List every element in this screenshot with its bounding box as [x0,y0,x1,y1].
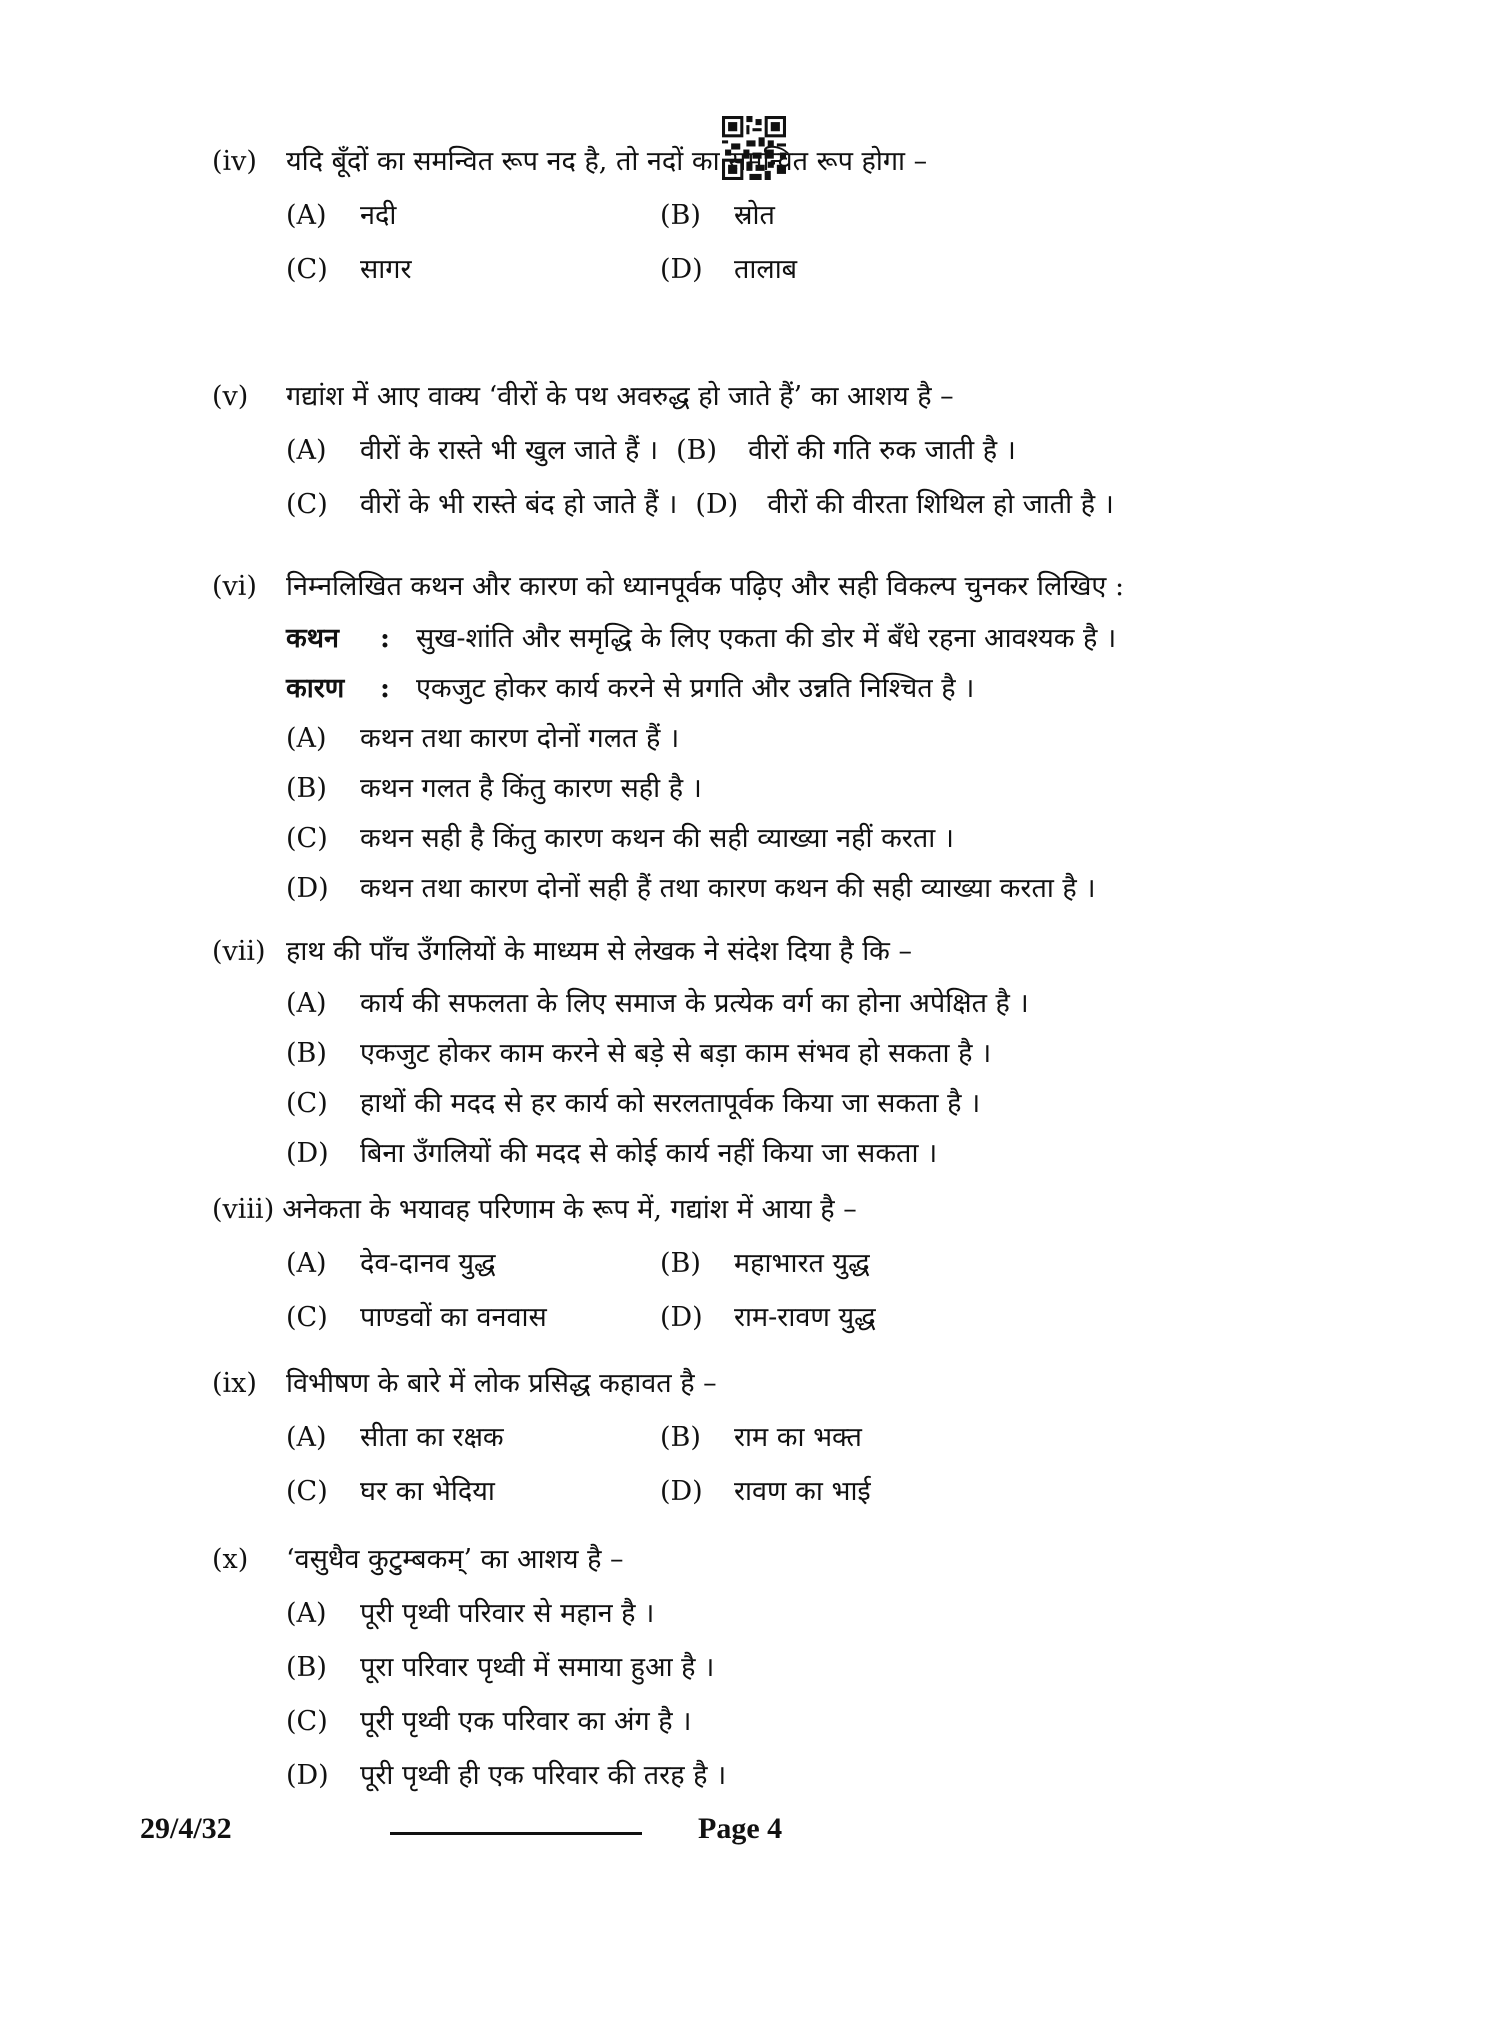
option-text: वीरों के रास्ते भी खुल जाते हैं । [360,435,659,466]
question-stem: विभीषण के बारे में लोक प्रसिद्ध कहावत है – [286,1368,717,1399]
option-label: (C) [286,1302,328,1333]
assertion-text: सुख-शांति और समृद्धि के लिए एकता की डोर में बँधे रहना आवश्यक है । [416,623,1117,654]
option-text: वीरों की वीरता शिथिल हो जाती है । [767,489,1114,520]
option-text: एकजुट होकर काम करने से बड़े से बड़ा काम संभव हो सकता है । [360,1038,992,1069]
option-text: नदी [360,200,397,231]
option-c[interactable] [212,1291,660,1345]
option-d[interactable] [660,243,797,297]
option-b[interactable] [212,764,1302,814]
footer-divider [390,1832,642,1835]
option-text: राम का भक्त [734,1422,862,1453]
page-footer [140,1812,1380,1852]
question-number: (ix) [212,1368,257,1399]
option-a[interactable] [212,979,1302,1029]
option-a[interactable] [212,1411,660,1465]
option-c[interactable] [212,1465,660,1519]
question-number: (vii) [212,936,266,967]
option-a[interactable] [212,1237,660,1291]
option-text: कथन तथा कारण दोनों गलत हैं । [360,723,680,754]
option-text: बिना उँगलियों की मदद से कोई कार्य नहीं किया जा सकता । [360,1138,938,1169]
option-label: (B) [660,200,701,231]
option-text: कार्य की सफलता के लिए समाज के प्रत्येक वर्ग का होना अपेक्षित है । [360,988,1029,1019]
option-text: पूरी पृथ्वी एक परिवार का अंग है । [360,1706,692,1737]
option-label: (A) [286,988,327,1019]
option-label: (B) [660,1422,701,1453]
option-label: (D) [660,1476,703,1507]
question-number: (iv) [212,146,257,177]
question-stem: हाथ की पाँच उँगलियों के माध्यम से लेखक ने संदेश दिया है कि – [286,936,913,967]
question-ix [212,1357,1302,1519]
option-d[interactable] [695,478,1114,532]
option-label: (D) [286,1760,329,1791]
option-label: (C) [286,1088,328,1119]
option-text: हाथों की मदद से हर कार्य को सरलतापूर्वक किया जा सकता है । [360,1088,981,1119]
option-b[interactable] [212,1029,1302,1079]
colon: : [380,623,390,654]
option-a[interactable] [212,189,660,243]
option-text: स्रोत [734,200,775,231]
option-b[interactable] [676,424,1016,478]
option-text: सागर [360,254,412,285]
option-label: (A) [286,1598,327,1629]
option-text: पाण्डवों का वनवास [360,1302,547,1333]
option-d[interactable] [212,864,1302,914]
option-text: महाभारत युद्ध [734,1248,870,1279]
question-vi [212,560,1302,914]
option-d[interactable] [212,1749,1302,1803]
question-stem: गद्यांश में आए वाक्य ‘वीरों के पथ अवरुद्ध हो जाते हैं’ का आशय है – [286,381,954,412]
option-label: (B) [286,1652,327,1683]
option-text: घर का भेदिया [360,1476,495,1507]
option-label: (A) [286,1422,327,1453]
option-text: देव-दानव युद्ध [360,1248,496,1279]
option-c[interactable] [212,814,1302,864]
option-text: रावण का भाई [734,1476,871,1507]
page-number: Page 4 [698,1812,783,1845]
option-text: पूरा परिवार पृथ्वी में समाया हुआ है । [360,1652,715,1683]
question-stem: अनेकता के भयावह परिणाम के रूप में, गद्यांश में आया है – [282,1194,857,1225]
option-c[interactable] [212,243,660,297]
question-number: (viii) [212,1194,275,1225]
option-d[interactable] [660,1465,871,1519]
option-text: वीरों की गति रुक जाती है । [748,435,1016,466]
option-label: (D) [286,873,329,904]
option-text: पूरी पृथ्वी ही एक परिवार की तरह है । [360,1760,727,1791]
option-label: (A) [286,435,327,466]
question-viii [212,1183,1302,1345]
option-text: राम-रावण युद्ध [734,1302,876,1333]
option-label: (C) [286,1706,328,1737]
option-label: (C) [286,1476,328,1507]
question-stem: यदि बूँदों का समन्वित रूप नद है, तो नदों का समन्वित रूप होगा – [286,146,928,177]
reason-text: एकजुट होकर कार्य करने से प्रगति और उन्नति निश्चित है । [416,673,975,704]
question-v [212,370,1302,532]
option-a[interactable] [212,424,658,478]
option-label: (C) [286,489,328,520]
option-b[interactable] [660,189,775,243]
option-label: (C) [286,823,328,854]
option-d[interactable] [212,1129,1302,1179]
option-text: पूरी पृथ्वी परिवार से महान है । [360,1598,655,1629]
question-stem: ‘वसुधैव कुटुम्बकम्’ का आशय है – [286,1544,624,1575]
question-number: (vi) [212,571,257,602]
option-text: कथन गलत है किंतु कारण सही है । [360,773,702,804]
question-number: (v) [212,381,249,412]
question-number: (x) [212,1544,249,1575]
option-text: वीरों के भी रास्ते बंद हो जाते हैं । [360,489,678,520]
option-label: (D) [660,254,703,285]
question-x [212,1533,1302,1803]
option-label: (B) [676,435,718,466]
option-label: (C) [286,254,328,285]
option-text: कथन तथा कारण दोनों सही हैं तथा कारण कथन की सही व्याख्या करता है । [360,873,1096,904]
assertion-label: कथन [286,623,339,654]
colon: : [380,673,390,704]
option-label: (D) [660,1302,703,1333]
assertion-line [286,614,1302,664]
option-d[interactable] [660,1291,876,1345]
option-c[interactable] [212,1695,1302,1749]
question-vii [212,925,1302,1179]
option-text: तालाब [734,254,798,285]
paper-code: 29/4/32 [140,1812,232,1845]
option-label: (D) [286,1138,329,1169]
option-c[interactable] [212,478,677,532]
option-label: (B) [286,1038,327,1069]
option-b[interactable] [660,1237,870,1291]
option-text: कथन सही है किंतु कारण कथन की सही व्याख्या नहीं करता । [360,823,955,854]
option-b[interactable] [660,1411,862,1465]
question-iv [212,135,1302,297]
option-c[interactable] [212,1079,1302,1129]
option-b[interactable] [212,1641,1302,1695]
option-label: (A) [286,1248,327,1279]
option-label: (D) [695,489,739,520]
option-text: सीता का रक्षक [360,1422,504,1453]
option-a[interactable] [212,714,1302,764]
reason-label: कारण [286,673,345,704]
option-label: (A) [286,723,327,754]
question-stem: निम्नलिखित कथन और कारण को ध्यानपूर्वक पढ़िए और सही विकल्प चुनकर लिखिए : [286,571,1125,602]
option-label: (B) [660,1248,701,1279]
option-label: (B) [286,773,327,804]
option-label: (A) [286,200,327,231]
option-a[interactable] [212,1587,1302,1641]
reason-line [286,664,1302,714]
